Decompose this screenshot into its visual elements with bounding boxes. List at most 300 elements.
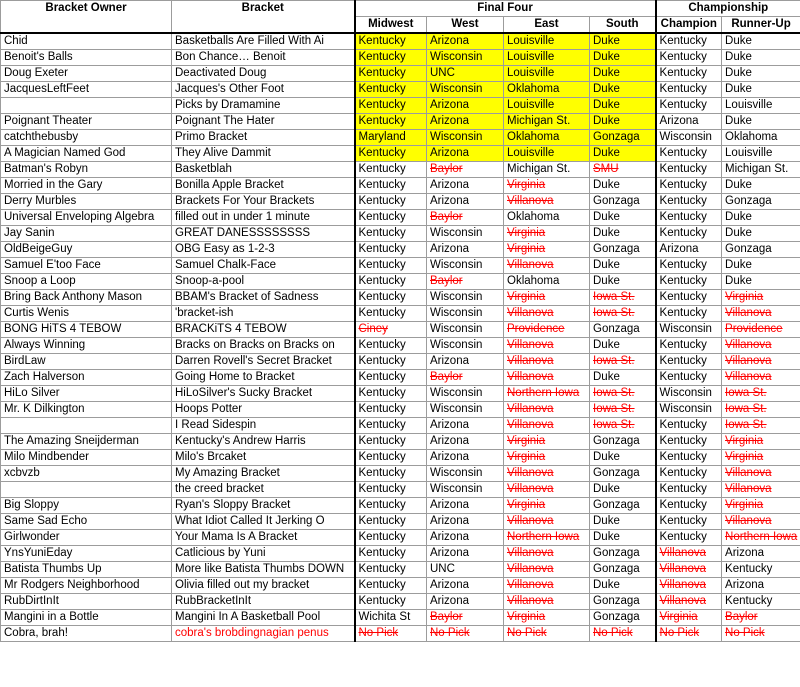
cell-champion[interactable]: Kentucky <box>656 370 722 386</box>
cell-runner-up[interactable]: Providence <box>722 322 800 338</box>
cell-champion[interactable]: Wisconsin <box>656 402 722 418</box>
cell-east[interactable]: Virginia <box>504 242 590 258</box>
cell-south[interactable]: Gonzaga <box>590 562 656 578</box>
cell-bracket[interactable]: Kentucky's Andrew Harris <box>172 434 355 450</box>
cell-east[interactable]: Villanova <box>504 338 590 354</box>
header-runner-up[interactable]: Runner-Up <box>722 17 800 34</box>
cell-east[interactable]: Villanova <box>504 562 590 578</box>
cell-midwest[interactable]: Kentucky <box>355 482 427 498</box>
cell-champion[interactable]: Wisconsin <box>656 130 722 146</box>
cell-bracket[interactable]: I Read Sidespin <box>172 418 355 434</box>
cell-runner-up[interactable]: Virginia <box>722 434 800 450</box>
cell-west[interactable]: Arizona <box>427 33 504 50</box>
cell-owner[interactable]: Mr. K Dilkington <box>1 402 172 418</box>
cell-east[interactable]: Villanova <box>504 402 590 418</box>
cell-owner[interactable]: Curtis Wenis <box>1 306 172 322</box>
cell-midwest[interactable]: Kentucky <box>355 306 427 322</box>
header-bracket-owner[interactable]: Bracket Owner <box>1 1 172 34</box>
cell-east[interactable]: Villanova <box>504 514 590 530</box>
cell-east[interactable]: Villanova <box>504 194 590 210</box>
cell-bracket[interactable]: Snoop-a-pool <box>172 274 355 290</box>
cell-east[interactable]: Louisville <box>504 66 590 82</box>
cell-owner[interactable]: Chid <box>1 33 172 50</box>
cell-west[interactable]: Wisconsin <box>427 482 504 498</box>
cell-south[interactable]: Duke <box>590 98 656 114</box>
cell-south[interactable]: Iowa St. <box>590 306 656 322</box>
cell-champion[interactable]: Kentucky <box>656 450 722 466</box>
cell-midwest[interactable]: Kentucky <box>355 210 427 226</box>
cell-west[interactable]: Arizona <box>427 530 504 546</box>
cell-bracket[interactable]: My Amazing Bracket <box>172 466 355 482</box>
cell-west[interactable]: Arizona <box>427 146 504 162</box>
cell-bracket[interactable]: Bon Chance… Benoit <box>172 50 355 66</box>
cell-runner-up[interactable]: Duke <box>722 274 800 290</box>
header-bracket[interactable]: Bracket <box>172 1 355 34</box>
cell-west[interactable]: Baylor <box>427 610 504 626</box>
cell-bracket[interactable]: RubBracketInIt <box>172 594 355 610</box>
cell-midwest[interactable]: Kentucky <box>355 290 427 306</box>
cell-midwest[interactable]: Kentucky <box>355 33 427 50</box>
cell-bracket[interactable]: 'bracket-ish <box>172 306 355 322</box>
cell-bracket[interactable]: BBAM's Bracket of Sadness <box>172 290 355 306</box>
cell-bracket[interactable]: OBG Easy as 1-2-3 <box>172 242 355 258</box>
cell-bracket[interactable]: Going Home to Bracket <box>172 370 355 386</box>
cell-south[interactable]: Gonzaga <box>590 594 656 610</box>
cell-south[interactable]: Duke <box>590 178 656 194</box>
cell-bracket[interactable]: Catlicious by Yuni <box>172 546 355 562</box>
cell-champion[interactable]: Kentucky <box>656 33 722 50</box>
cell-owner[interactable]: HiLo Silver <box>1 386 172 402</box>
cell-runner-up[interactable]: Duke <box>722 178 800 194</box>
cell-east[interactable]: Louisville <box>504 146 590 162</box>
cell-east[interactable]: Virginia <box>504 178 590 194</box>
cell-east[interactable]: Villanova <box>504 306 590 322</box>
cell-champion[interactable]: Kentucky <box>656 274 722 290</box>
cell-south[interactable]: Duke <box>590 530 656 546</box>
cell-owner[interactable]: YnsYuniEday <box>1 546 172 562</box>
cell-east[interactable]: Villanova <box>504 418 590 434</box>
cell-owner[interactable]: Milo Mindbender <box>1 450 172 466</box>
cell-south[interactable]: Gonzaga <box>590 546 656 562</box>
cell-owner[interactable]: Snoop a Loop <box>1 274 172 290</box>
cell-bracket[interactable]: Bracks on Bracks on Bracks on <box>172 338 355 354</box>
cell-owner[interactable]: The Amazing Sneijderman <box>1 434 172 450</box>
cell-south[interactable]: Duke <box>590 33 656 50</box>
cell-south[interactable]: Iowa St. <box>590 418 656 434</box>
cell-owner[interactable] <box>1 98 172 114</box>
cell-west[interactable]: Arizona <box>427 434 504 450</box>
cell-owner[interactable]: Girlwonder <box>1 530 172 546</box>
cell-owner[interactable]: Cobra, brah! <box>1 626 172 642</box>
cell-south[interactable]: Duke <box>590 66 656 82</box>
cell-east[interactable]: Providence <box>504 322 590 338</box>
cell-west[interactable]: Baylor <box>427 370 504 386</box>
cell-runner-up[interactable]: Virginia <box>722 290 800 306</box>
cell-bracket[interactable]: GREAT DANESSSSSSSS <box>172 226 355 242</box>
cell-west[interactable]: Arizona <box>427 178 504 194</box>
cell-champion[interactable]: Kentucky <box>656 418 722 434</box>
cell-south[interactable]: SMU <box>590 162 656 178</box>
cell-bracket[interactable]: Poignant The Hater <box>172 114 355 130</box>
cell-midwest[interactable]: Kentucky <box>355 450 427 466</box>
cell-west[interactable]: Arizona <box>427 498 504 514</box>
header-south[interactable]: South <box>590 17 656 34</box>
cell-south[interactable]: Duke <box>590 114 656 130</box>
cell-west[interactable]: Arizona <box>427 594 504 610</box>
cell-east[interactable]: Virginia <box>504 450 590 466</box>
cell-south[interactable]: Duke <box>590 146 656 162</box>
cell-bracket[interactable]: Your Mama Is A Bracket <box>172 530 355 546</box>
cell-champion[interactable]: Villanova <box>656 562 722 578</box>
cell-east[interactable]: No Pick <box>504 626 590 642</box>
header-midwest[interactable]: Midwest <box>355 17 427 34</box>
cell-south[interactable]: Duke <box>590 370 656 386</box>
cell-south[interactable]: Duke <box>590 258 656 274</box>
cell-east[interactable]: Oklahoma <box>504 210 590 226</box>
cell-east[interactable]: Northern Iowa <box>504 530 590 546</box>
cell-south[interactable]: Duke <box>590 82 656 98</box>
cell-runner-up[interactable]: Louisville <box>722 98 800 114</box>
cell-champion[interactable]: Kentucky <box>656 98 722 114</box>
cell-champion[interactable]: Kentucky <box>656 82 722 98</box>
cell-east[interactable]: Louisville <box>504 98 590 114</box>
cell-champion[interactable]: Kentucky <box>656 146 722 162</box>
cell-owner[interactable]: Always Winning <box>1 338 172 354</box>
cell-champion[interactable]: Kentucky <box>656 226 722 242</box>
cell-bracket[interactable]: Basketblah <box>172 162 355 178</box>
cell-owner[interactable]: Same Sad Echo <box>1 514 172 530</box>
cell-west[interactable]: Arizona <box>427 354 504 370</box>
cell-bracket[interactable]: More like Batista Thumbs DOWN <box>172 562 355 578</box>
cell-east[interactable]: Oklahoma <box>504 82 590 98</box>
header-championship[interactable]: Championship <box>656 1 800 17</box>
cell-champion[interactable]: Kentucky <box>656 258 722 274</box>
cell-owner[interactable]: A Magician Named God <box>1 146 172 162</box>
cell-owner[interactable]: Batista Thumbs Up <box>1 562 172 578</box>
cell-midwest[interactable]: Kentucky <box>355 274 427 290</box>
cell-west[interactable]: Wisconsin <box>427 290 504 306</box>
cell-owner[interactable]: Universal Enveloping Algebra <box>1 210 172 226</box>
cell-owner[interactable]: RubDirtInIt <box>1 594 172 610</box>
header-final-four[interactable]: Final Four <box>355 1 656 17</box>
cell-owner[interactable]: Morried in the Gary <box>1 178 172 194</box>
cell-east[interactable]: Oklahoma <box>504 274 590 290</box>
cell-runner-up[interactable]: Iowa St. <box>722 402 800 418</box>
cell-champion[interactable]: Kentucky <box>656 210 722 226</box>
cell-champion[interactable]: Kentucky <box>656 66 722 82</box>
cell-bracket[interactable]: Hoops Potter <box>172 402 355 418</box>
cell-west[interactable]: Wisconsin <box>427 466 504 482</box>
cell-midwest[interactable]: Kentucky <box>355 162 427 178</box>
cell-champion[interactable]: Kentucky <box>656 514 722 530</box>
cell-midwest[interactable]: Kentucky <box>355 114 427 130</box>
cell-owner[interactable]: BirdLaw <box>1 354 172 370</box>
cell-east[interactable]: Villanova <box>504 482 590 498</box>
cell-runner-up[interactable]: Arizona <box>722 546 800 562</box>
cell-runner-up[interactable]: Duke <box>722 66 800 82</box>
cell-bracket[interactable]: Mangini In A Basketball Pool <box>172 610 355 626</box>
cell-south[interactable]: Duke <box>590 482 656 498</box>
cell-east[interactable]: Michigan St. <box>504 162 590 178</box>
cell-midwest[interactable]: Kentucky <box>355 82 427 98</box>
cell-runner-up[interactable]: Duke <box>722 226 800 242</box>
cell-runner-up[interactable]: Kentucky <box>722 562 800 578</box>
cell-runner-up[interactable]: Northern Iowa <box>722 530 800 546</box>
cell-south[interactable]: Gonzaga <box>590 498 656 514</box>
cell-west[interactable]: Wisconsin <box>427 130 504 146</box>
cell-bracket[interactable]: HiLoSilver's Sucky Bracket <box>172 386 355 402</box>
cell-owner[interactable]: BONG HiTS 4 TEBOW <box>1 322 172 338</box>
cell-bracket[interactable]: Bonilla Apple Bracket <box>172 178 355 194</box>
cell-south[interactable]: Duke <box>590 226 656 242</box>
cell-runner-up[interactable]: Iowa St. <box>722 418 800 434</box>
cell-midwest[interactable]: Kentucky <box>355 338 427 354</box>
cell-champion[interactable]: Kentucky <box>656 162 722 178</box>
cell-runner-up[interactable]: Villanova <box>722 306 800 322</box>
cell-champion[interactable]: Kentucky <box>656 306 722 322</box>
cell-midwest[interactable]: Kentucky <box>355 98 427 114</box>
cell-midwest[interactable]: Kentucky <box>355 194 427 210</box>
cell-midwest[interactable]: Kentucky <box>355 562 427 578</box>
cell-midwest[interactable]: Kentucky <box>355 354 427 370</box>
cell-west[interactable]: Arizona <box>427 450 504 466</box>
cell-runner-up[interactable]: Baylor <box>722 610 800 626</box>
cell-west[interactable]: Wisconsin <box>427 306 504 322</box>
cell-champion[interactable]: Villanova <box>656 578 722 594</box>
cell-west[interactable]: No Pick <box>427 626 504 642</box>
cell-south[interactable]: Duke <box>590 514 656 530</box>
cell-east[interactable]: Villanova <box>504 466 590 482</box>
cell-west[interactable]: UNC <box>427 66 504 82</box>
cell-champion[interactable]: Kentucky <box>656 434 722 450</box>
cell-east[interactable]: Villanova <box>504 578 590 594</box>
cell-champion[interactable]: Kentucky <box>656 482 722 498</box>
cell-champion[interactable]: Kentucky <box>656 178 722 194</box>
cell-midwest[interactable]: Kentucky <box>355 66 427 82</box>
cell-bracket[interactable]: filled out in under 1 minute <box>172 210 355 226</box>
cell-bracket[interactable]: cobra's brobdingnagian penus <box>172 626 355 642</box>
cell-south[interactable]: Duke <box>590 578 656 594</box>
cell-west[interactable]: Baylor <box>427 274 504 290</box>
cell-owner[interactable]: Doug Exeter <box>1 66 172 82</box>
cell-west[interactable]: Arizona <box>427 418 504 434</box>
cell-midwest[interactable]: Kentucky <box>355 258 427 274</box>
cell-west[interactable]: Arizona <box>427 578 504 594</box>
cell-midwest[interactable]: Kentucky <box>355 578 427 594</box>
cell-bracket[interactable]: Ryan's Sloppy Bracket <box>172 498 355 514</box>
cell-runner-up[interactable]: Villanova <box>722 370 800 386</box>
cell-midwest[interactable]: Kentucky <box>355 546 427 562</box>
cell-south[interactable]: Iowa St. <box>590 290 656 306</box>
cell-runner-up[interactable]: Virginia <box>722 498 800 514</box>
cell-south[interactable]: Gonzaga <box>590 130 656 146</box>
cell-midwest[interactable]: Kentucky <box>355 514 427 530</box>
cell-runner-up[interactable]: Duke <box>722 114 800 130</box>
cell-owner[interactable]: Mangini in a Bottle <box>1 610 172 626</box>
cell-champion[interactable]: Virginia <box>656 610 722 626</box>
cell-midwest[interactable]: Kentucky <box>355 498 427 514</box>
cell-champion[interactable]: Wisconsin <box>656 386 722 402</box>
cell-bracket[interactable]: What Idiot Called It Jerking O <box>172 514 355 530</box>
cell-owner[interactable]: Zach Halverson <box>1 370 172 386</box>
cell-midwest[interactable]: Maryland <box>355 130 427 146</box>
cell-midwest[interactable]: Kentucky <box>355 434 427 450</box>
cell-east[interactable]: Oklahoma <box>504 130 590 146</box>
cell-owner[interactable]: xcbvzb <box>1 466 172 482</box>
cell-south[interactable]: Gonzaga <box>590 194 656 210</box>
cell-midwest[interactable]: Kentucky <box>355 226 427 242</box>
cell-south[interactable]: Gonzaga <box>590 610 656 626</box>
cell-west[interactable]: Wisconsin <box>427 386 504 402</box>
cell-south[interactable]: Duke <box>590 338 656 354</box>
cell-east[interactable]: Villanova <box>504 258 590 274</box>
cell-runner-up[interactable]: Villanova <box>722 482 800 498</box>
cell-south[interactable]: Gonzaga <box>590 434 656 450</box>
cell-midwest[interactable]: No Pick <box>355 626 427 642</box>
cell-south[interactable]: Gonzaga <box>590 242 656 258</box>
cell-south[interactable]: Duke <box>590 274 656 290</box>
cell-champion[interactable]: Arizona <box>656 242 722 258</box>
cell-east[interactable]: Villanova <box>504 354 590 370</box>
cell-runner-up[interactable]: Virginia <box>722 450 800 466</box>
cell-owner[interactable] <box>1 418 172 434</box>
cell-west[interactable]: Baylor <box>427 162 504 178</box>
cell-bracket[interactable]: Darren Rovell's Secret Bracket <box>172 354 355 370</box>
cell-champion[interactable]: No Pick <box>656 626 722 642</box>
cell-west[interactable]: Arizona <box>427 242 504 258</box>
cell-champion[interactable]: Kentucky <box>656 50 722 66</box>
cell-champion[interactable]: Kentucky <box>656 530 722 546</box>
cell-owner[interactable]: Bring Back Anthony Mason <box>1 290 172 306</box>
cell-champion[interactable]: Villanova <box>656 546 722 562</box>
cell-owner[interactable]: Derry Murbles <box>1 194 172 210</box>
cell-south[interactable]: Iowa St. <box>590 402 656 418</box>
cell-midwest[interactable]: Kentucky <box>355 386 427 402</box>
cell-west[interactable]: Wisconsin <box>427 322 504 338</box>
cell-midwest[interactable]: Kentucky <box>355 370 427 386</box>
cell-owner[interactable]: Jay Sanin <box>1 226 172 242</box>
cell-runner-up[interactable]: Villanova <box>722 338 800 354</box>
cell-west[interactable]: UNC <box>427 562 504 578</box>
cell-west[interactable]: Arizona <box>427 114 504 130</box>
cell-midwest[interactable]: Kentucky <box>355 178 427 194</box>
cell-east[interactable]: Villanova <box>504 594 590 610</box>
cell-runner-up[interactable]: Duke <box>722 82 800 98</box>
cell-bracket[interactable]: Samuel Chalk-Face <box>172 258 355 274</box>
cell-midwest[interactable]: Kentucky <box>355 530 427 546</box>
cell-bracket[interactable]: Olivia filled out my bracket <box>172 578 355 594</box>
cell-bracket[interactable]: the creed bracket <box>172 482 355 498</box>
cell-south[interactable]: Gonzaga <box>590 322 656 338</box>
cell-owner[interactable]: catchthebusby <box>1 130 172 146</box>
cell-champion[interactable]: Wisconsin <box>656 322 722 338</box>
cell-runner-up[interactable]: Villanova <box>722 466 800 482</box>
cell-east[interactable]: Virginia <box>504 434 590 450</box>
cell-bracket[interactable]: Brackets For Your Brackets <box>172 194 355 210</box>
cell-midwest[interactable]: Ciney <box>355 322 427 338</box>
cell-bracket[interactable]: Milo's Brcaket <box>172 450 355 466</box>
cell-owner[interactable]: Samuel E'too Face <box>1 258 172 274</box>
cell-south[interactable]: No Pick <box>590 626 656 642</box>
cell-south[interactable]: Duke <box>590 210 656 226</box>
cell-east[interactable]: Northern Iowa <box>504 386 590 402</box>
cell-midwest[interactable]: Kentucky <box>355 242 427 258</box>
cell-west[interactable]: Wisconsin <box>427 50 504 66</box>
cell-west[interactable]: Arizona <box>427 194 504 210</box>
cell-south[interactable]: Duke <box>590 50 656 66</box>
cell-runner-up[interactable]: Iowa St. <box>722 386 800 402</box>
cell-owner[interactable]: Poignant Theater <box>1 114 172 130</box>
cell-bracket[interactable]: Picks by Dramamine <box>172 98 355 114</box>
cell-runner-up[interactable]: Louisville <box>722 146 800 162</box>
cell-west[interactable]: Wisconsin <box>427 338 504 354</box>
cell-runner-up[interactable]: Duke <box>722 33 800 50</box>
cell-runner-up[interactable]: Villanova <box>722 514 800 530</box>
header-champion[interactable]: Champion <box>656 17 722 34</box>
cell-south[interactable]: Iowa St. <box>590 354 656 370</box>
cell-bracket[interactable]: Jacques's Other Foot <box>172 82 355 98</box>
cell-runner-up[interactable]: Duke <box>722 210 800 226</box>
cell-runner-up[interactable]: Oklahoma <box>722 130 800 146</box>
cell-bracket[interactable]: Primo Bracket <box>172 130 355 146</box>
cell-east[interactable]: Virginia <box>504 498 590 514</box>
cell-midwest[interactable]: Kentucky <box>355 146 427 162</box>
cell-west[interactable]: Baylor <box>427 210 504 226</box>
cell-west[interactable]: Arizona <box>427 514 504 530</box>
cell-east[interactable]: Michigan St. <box>504 114 590 130</box>
cell-west[interactable]: Arizona <box>427 546 504 562</box>
cell-midwest[interactable]: Kentucky <box>355 594 427 610</box>
cell-runner-up[interactable]: Arizona <box>722 578 800 594</box>
cell-champion[interactable]: Kentucky <box>656 498 722 514</box>
cell-east[interactable]: Villanova <box>504 370 590 386</box>
cell-champion[interactable]: Kentucky <box>656 466 722 482</box>
cell-runner-up[interactable]: Villanova <box>722 354 800 370</box>
cell-east[interactable]: Virginia <box>504 610 590 626</box>
cell-west[interactable]: Wisconsin <box>427 402 504 418</box>
cell-bracket[interactable]: Basketballs Are Filled With Ai <box>172 33 355 50</box>
cell-owner[interactable] <box>1 482 172 498</box>
cell-west[interactable]: Wisconsin <box>427 226 504 242</box>
cell-owner[interactable]: OldBeigeGuy <box>1 242 172 258</box>
cell-owner[interactable]: JacquesLeftFeet <box>1 82 172 98</box>
cell-south[interactable]: Gonzaga <box>590 466 656 482</box>
cell-east[interactable]: Villanova <box>504 546 590 562</box>
cell-champion[interactable]: Villanova <box>656 594 722 610</box>
cell-champion[interactable]: Kentucky <box>656 338 722 354</box>
cell-south[interactable]: Iowa St. <box>590 386 656 402</box>
header-west[interactable]: West <box>427 17 504 34</box>
cell-runner-up[interactable]: No Pick <box>722 626 800 642</box>
cell-champion[interactable]: Kentucky <box>656 290 722 306</box>
cell-runner-up[interactable]: Duke <box>722 258 800 274</box>
cell-champion[interactable]: Kentucky <box>656 354 722 370</box>
cell-east[interactable]: Louisville <box>504 50 590 66</box>
cell-west[interactable]: Wisconsin <box>427 82 504 98</box>
cell-east[interactable]: Virginia <box>504 226 590 242</box>
cell-midwest[interactable]: Wichita St <box>355 610 427 626</box>
cell-runner-up[interactable]: Michigan St. <box>722 162 800 178</box>
cell-midwest[interactable]: Kentucky <box>355 466 427 482</box>
cell-runner-up[interactable]: Duke <box>722 50 800 66</box>
cell-runner-up[interactable]: Gonzaga <box>722 242 800 258</box>
cell-owner[interactable]: Mr Rodgers Neighborhood <box>1 578 172 594</box>
cell-east[interactable]: Virginia <box>504 290 590 306</box>
cell-midwest[interactable]: Kentucky <box>355 418 427 434</box>
cell-owner[interactable]: Big Sloppy <box>1 498 172 514</box>
header-east[interactable]: East <box>504 17 590 34</box>
cell-champion[interactable]: Kentucky <box>656 194 722 210</box>
